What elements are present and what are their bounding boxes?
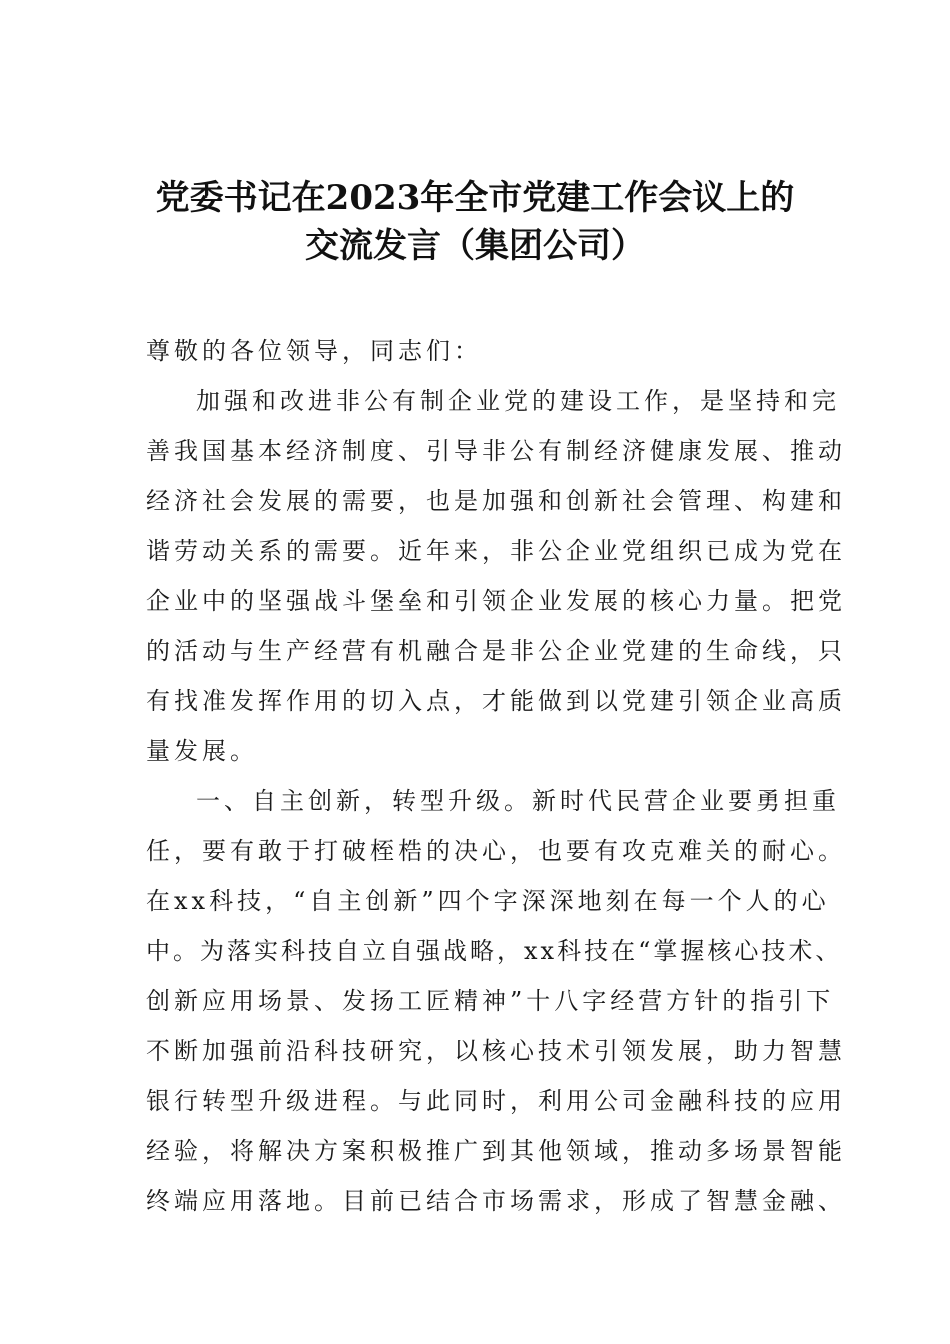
salutation: 尊敬的各位领导，同志们：: [146, 337, 482, 365]
document-title-line-1: 党委书记在2023年全市党建工作会议上的: [155, 178, 795, 218]
paragraph-line: 创新应用场景、发扬工匠精神”十八字经营方针的指引下: [146, 987, 835, 1015]
paragraph-line: 一、自主创新，转型升级。新时代民营企业要勇担重: [196, 787, 840, 815]
paragraph-line: 经济社会发展的需要，也是加强和创新社会管理、构建和: [146, 487, 846, 515]
paragraph-line: 谐劳动关系的需要。近年来，非公企业党组织已成为党在: [146, 537, 846, 565]
paragraph-line: 中。为落实科技自立自强战略，xx科技在“掌握核心技术、: [146, 937, 843, 965]
paragraph-line: 在xx科技，“自主创新”四个字深深地刻在每一个人的心: [146, 887, 830, 915]
paragraph-line: 的活动与生产经营有机融合是非公企业党建的生命线，只: [146, 637, 846, 665]
paragraph-line: 不断加强前沿科技研究，以核心技术引领发展，助力智慧: [146, 1037, 846, 1065]
paragraph-line: 企业中的坚强战斗堡垒和引领企业发展的核心力量。把党: [146, 587, 846, 615]
paragraph-line: 量发展。: [146, 737, 258, 765]
document-title-line-2: 交流发言（集团公司）: [305, 226, 645, 266]
paragraph-line: 有找准发挥作用的切入点，才能做到以党建引领企业高质: [146, 687, 846, 715]
paragraph-line: 银行转型升级进程。与此同时，利用公司金融科技的应用: [146, 1087, 846, 1115]
paragraph-line: 加强和改进非公有制企业党的建设工作，是坚持和完: [196, 387, 840, 415]
paragraph-line: 善我国基本经济制度、引导非公有制经济健康发展、推动: [146, 437, 846, 465]
paragraph-line: 任，要有敢于打破桎梏的决心，也要有攻克难关的耐心。: [146, 837, 846, 865]
paragraph-line: 终端应用落地。目前已结合市场需求，形成了智慧金融、: [146, 1187, 846, 1215]
paragraph-line: 经验，将解决方案积极推广到其他领域，推动多场景智能: [146, 1137, 846, 1165]
